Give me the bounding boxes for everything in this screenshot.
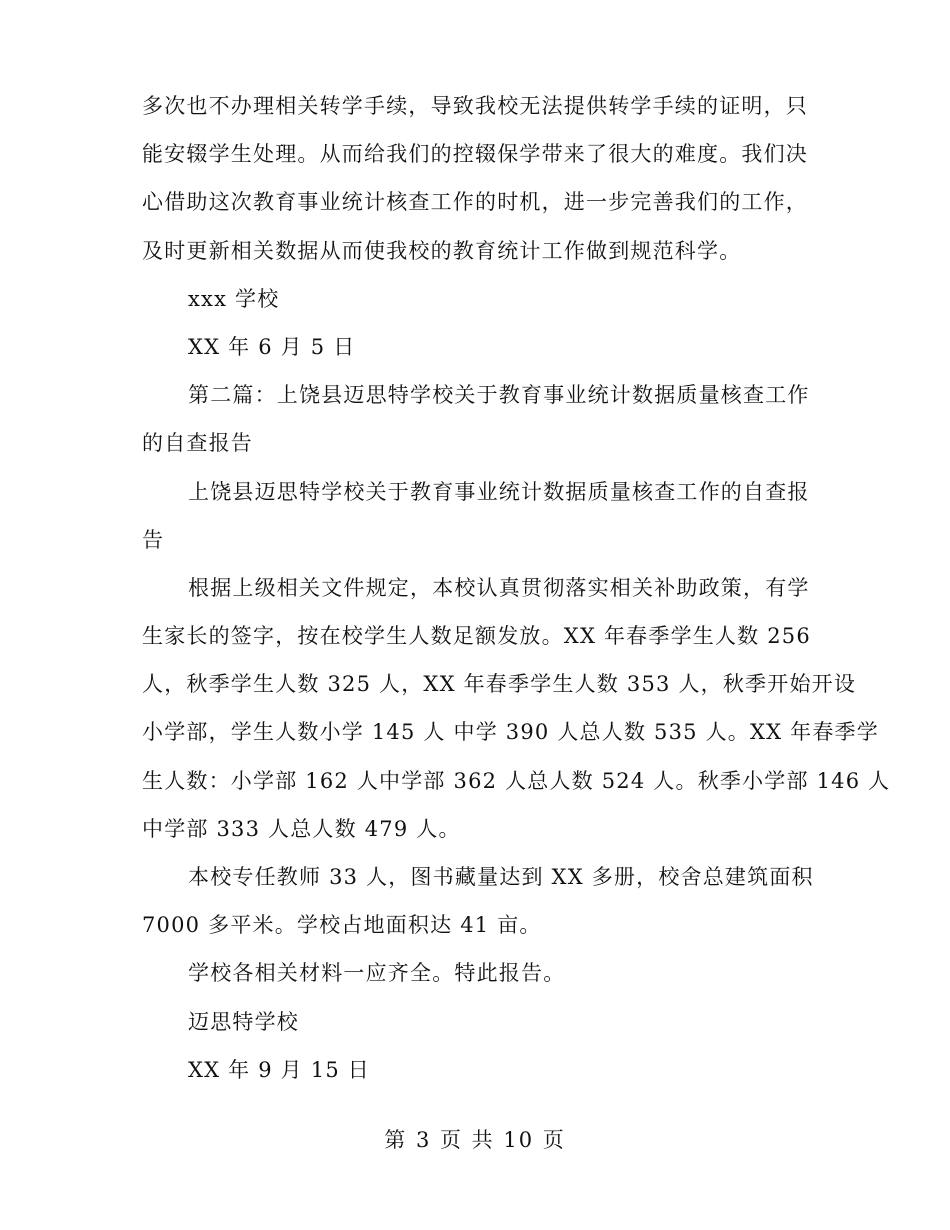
text-line: 学校各相关材料一应齐全。特此报告。 — [188, 961, 566, 986]
signature-school: 迈思特学校 — [188, 1009, 299, 1034]
section-heading: 第二篇：上饶县迈思特学校关于教育事业统计数据质量核查工作 — [188, 383, 810, 408]
text-line: 7000 多平米。学校占地面积达 41 亩。 — [142, 913, 542, 938]
page-footer — [0, 1124, 950, 1154]
section-heading-continued: 的自查报告 — [142, 431, 253, 456]
report-title-continued: 告 — [142, 527, 165, 552]
text-line: 本校专任教师 33 人，图书藏量达到 XX 多册，校舍总建筑面积 — [188, 865, 814, 889]
signature-school: xxx 学校 — [188, 286, 280, 311]
page-number-label: 第 3 页 共 10 页 — [384, 1128, 566, 1152]
text-line: 及时更新相关数据从而使我校的教育统计工作做到规范科学。 — [142, 238, 742, 263]
signature-date: XX 年 9 月 15 日 — [188, 1057, 370, 1082]
text-line: 生人数：小学部 162 人中学部 362 人总人数 524 人。秋季小学部 146 人 — [142, 768, 891, 793]
document-body — [142, 82, 891, 1094]
text-line: 生家长的签字，按在校学生人数足额发放。XX 年春季学生人数 256 — [142, 624, 811, 649]
text-line: 人，秋季学生人数 325 人，XX 年春季学生人数 353 人，秋季开始开设 — [142, 672, 857, 697]
text-line: 小学部，学生人数小学 145 人 中学 390 人总人数 535 人。XX 年春季学 — [142, 720, 879, 745]
signature-date: XX 年 6 月 5 日 — [188, 334, 356, 359]
text-line: 中学部 333 人总人数 479 人。 — [142, 816, 461, 841]
report-title: 上饶县迈思特学校关于教育事业统计数据质量核查工作的自查报 — [188, 479, 810, 504]
text-line: 心借助这次教育事业统计核查工作的时机，进一步完善我们的工作， — [142, 190, 808, 215]
text-line: 根据上级相关文件规定，本校认真贯彻落实相关补助政策，有学 — [188, 575, 810, 600]
text-line: 多次也不办理相关转学手续，导致我校无法提供转学手续的证明，只 — [142, 94, 808, 118]
text-line: 能安辍学生处理。从而给我们的控辍保学带来了很大的难度。我们决 — [142, 142, 808, 167]
